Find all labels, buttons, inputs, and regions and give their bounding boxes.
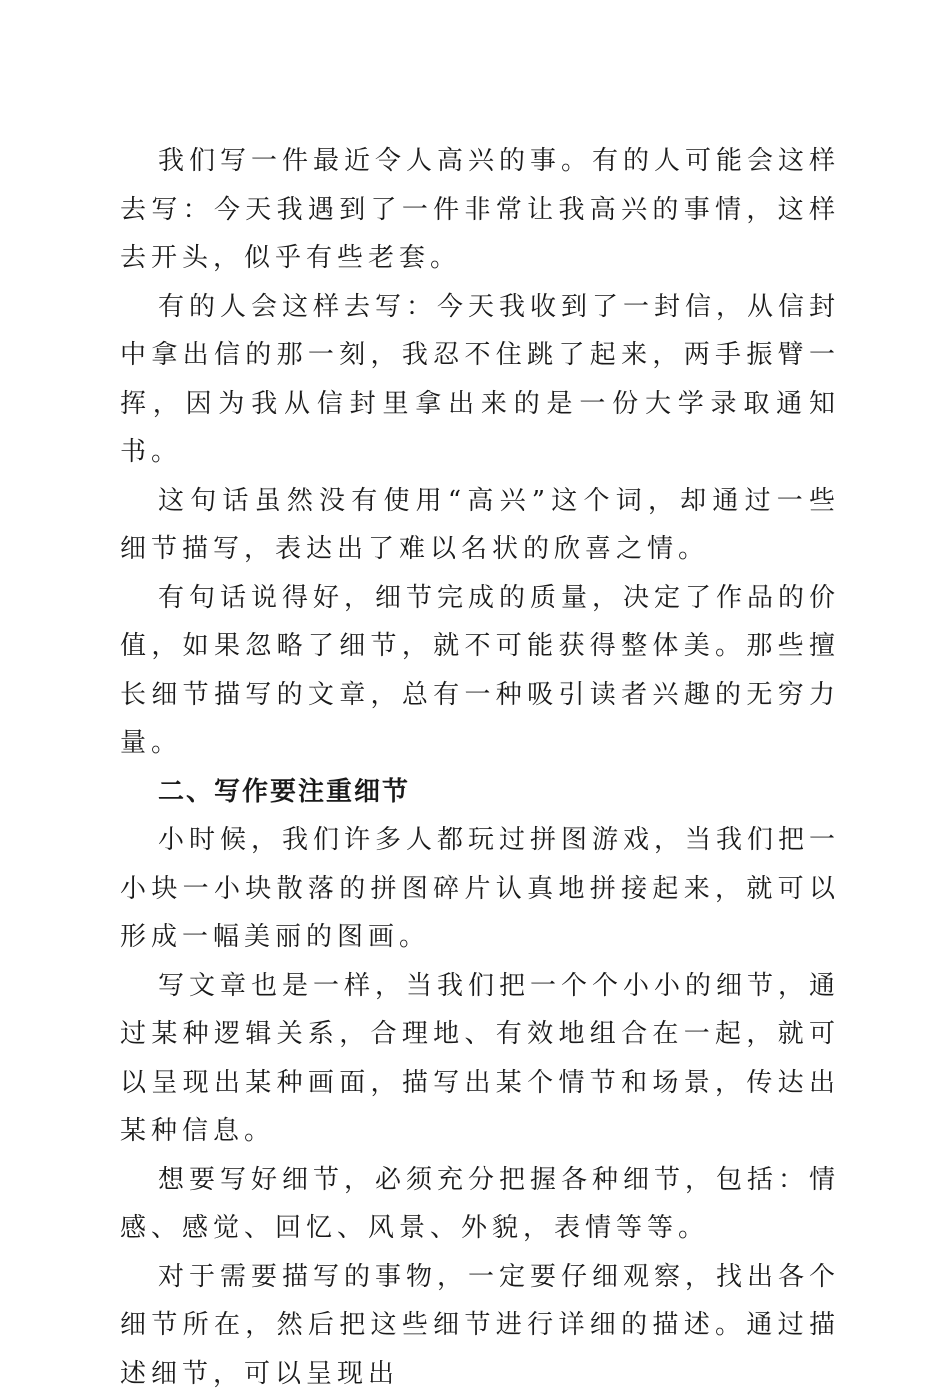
paragraph-6: 写文章也是一样，当我们把一个个小小的细节，通过某种逻辑关系，合理地、有效地组合在一起，就可以呈现出某种画面，描写出某个情节和场景，传达出某种信息。 [120, 962, 840, 1156]
paragraph-1: 我们写一件最近令人高兴的事。有的人可能会这样去写：今天我遇到了一件非常让我高兴的事情，这样去开头，似乎有些老套。 [120, 137, 840, 283]
paragraph-8: 对于需要描写的事物，一定要仔细观察，找出各个细节所在，然后把这些细节进行详细的描述。通过描述细节，可以呈现出 [120, 1253, 840, 1398]
paragraph-2: 有的人会这样去写：今天我收到了一封信，从信封中拿出信的那一刻，我忍不住跳了起来，两手振臂一挥，因为我从信封里拿出来的是一份大学录取通知书。 [120, 283, 840, 477]
section-heading: 二、写作要注重细节 [120, 768, 840, 817]
paragraph-3: 这句话虽然没有使用“高兴”这个词，却通过一些细节描写，表达出了难以名状的欣喜之情。 [120, 477, 840, 574]
paragraph-4: 有句话说得好，细节完成的质量，决定了作品的价值，如果忽略了细节，就不可能获得整体美。那些擅长细节描写的文章，总有一种吸引读者兴趣的无穷力量。 [120, 574, 840, 768]
document-page [120, 137, 840, 1398]
paragraph-7: 想要写好细节，必须充分把握各种细节，包括：情感、感觉、回忆、风景、外貌，表情等等。 [120, 1156, 840, 1253]
paragraph-5: 小时候，我们许多人都玩过拼图游戏，当我们把一小块一小块散落的拼图碎片认真地拼接起来，就可以形成一幅美丽的图画。 [120, 816, 840, 962]
